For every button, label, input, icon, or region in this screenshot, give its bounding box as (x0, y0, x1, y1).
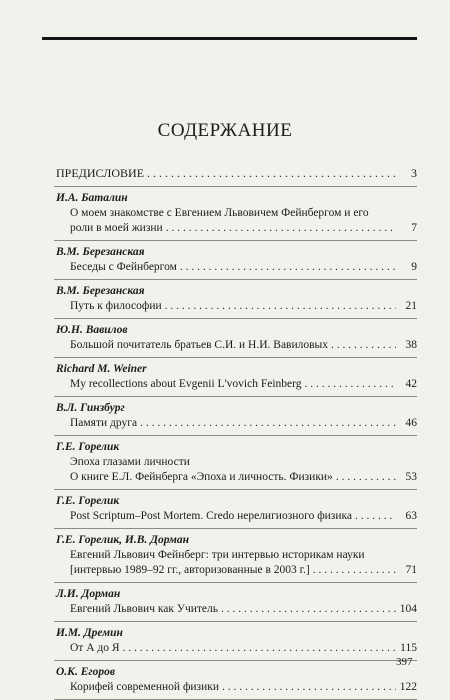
toc-line (54, 680, 417, 695)
toc-entry (54, 583, 417, 622)
toc-entry (54, 280, 417, 319)
toc-entry (54, 319, 417, 358)
toc-title: Большой почитатель братьев С.И. и Н.И. Вавиловых (70, 339, 329, 351)
dot-leader (147, 164, 396, 182)
toc-author: И.М. Дремин (56, 627, 123, 639)
top-rule (42, 37, 417, 40)
toc-entry (54, 490, 417, 529)
toc-title: My recollections about Evgenii L'vovich Feinberg (70, 378, 302, 390)
page-title: СОДЕРЖАНИЕ (157, 120, 293, 141)
toc-page-number: 42 (405, 378, 417, 390)
toc-entry (54, 622, 417, 661)
toc-title: Евгений Львович как Учитель (70, 603, 219, 615)
toc-page-number: 63 (405, 510, 417, 522)
toc-page-number: 3 (411, 166, 417, 180)
dot-leader (313, 563, 396, 578)
toc-line (54, 221, 417, 236)
toc-entry (54, 358, 417, 397)
toc-title: Памяти друга (70, 417, 138, 429)
toc-line (54, 509, 417, 524)
toc-author: Г.Е. Горелик (56, 495, 120, 507)
toc-line (54, 455, 417, 470)
toc-author: О.К. Егоров (56, 666, 116, 678)
toc-line (54, 260, 417, 275)
toc-line (54, 164, 417, 182)
toc-title: [интервью 1989–92 гг., авторизованные в 2003 г.] (70, 564, 310, 576)
dot-leader (123, 641, 396, 656)
dot-leader (336, 470, 396, 485)
toc-author: В.М. Березанская (56, 246, 145, 258)
toc-page-number: 9 (411, 261, 417, 273)
toc-line (54, 416, 417, 431)
toc-line (54, 377, 417, 392)
toc-title: Путь к философии (70, 300, 162, 312)
toc-author: Richard M. Weiner (56, 363, 147, 375)
dot-leader (222, 680, 396, 695)
toc-line (54, 338, 417, 353)
toc-entry (54, 661, 417, 700)
toc-author: В.Л. Гинзбург (56, 402, 125, 414)
toc-title: роли в моей жизни (70, 222, 163, 234)
toc-title: О моем знакомстве с Евгением Львовичем Фейнбергом и его (70, 207, 369, 219)
toc-author: Г.Е. Горелик (56, 441, 120, 453)
toc-title: Беседы с Фейнбергом (70, 261, 177, 273)
toc-entry (54, 164, 417, 187)
toc-entry (54, 529, 417, 583)
dot-leader (305, 377, 397, 392)
toc-page-number: 104 (399, 603, 417, 615)
dot-leader (355, 509, 396, 524)
dot-leader (180, 260, 396, 275)
toc-entry (54, 436, 417, 490)
toc-title: Post Scriptum–Post Mortem. Credo нерелигиозного физика (70, 510, 353, 522)
dot-leader (140, 416, 396, 431)
toc-entry (54, 397, 417, 436)
toc-title: От А до Я (70, 642, 120, 654)
toc-page-number: 46 (405, 417, 417, 429)
toc-line (54, 641, 417, 656)
toc-line (54, 299, 417, 314)
page-number: 397 (396, 656, 413, 668)
toc-title: ПРЕДИСЛОВИЕ (56, 166, 145, 180)
dot-leader (221, 602, 396, 617)
toc-title: Эпоха глазами личности (70, 456, 190, 468)
dot-leader (166, 221, 396, 236)
toc-page-number: 53 (405, 471, 417, 483)
toc-line (54, 470, 417, 485)
toc-author: Л.И. Дорман (56, 588, 121, 600)
toc-page-number: 71 (405, 564, 417, 576)
dot-leader (331, 338, 396, 353)
dot-leader (165, 299, 396, 314)
toc-page-number: 21 (405, 300, 417, 312)
toc-title: Корифей современной физики (70, 681, 219, 693)
toc-page-number: 122 (399, 681, 417, 693)
toc-author: Ю.Н. Вавилов (56, 324, 128, 336)
toc-page-number: 115 (400, 642, 417, 654)
toc-page-number: 7 (411, 222, 417, 234)
toc-line (54, 602, 417, 617)
toc-line (54, 563, 417, 578)
toc-entry (54, 241, 417, 280)
table-of-contents (54, 164, 417, 700)
toc-title: О книге Е.Л. Фейнберга «Эпоха и личность. Физики» (70, 471, 333, 483)
toc-line (54, 548, 417, 563)
toc-author: Г.Е. Горелик, И.В. Дорман (56, 534, 189, 546)
toc-line (54, 206, 417, 221)
toc-entry (54, 187, 417, 241)
toc-author: В.М. Березанская (56, 285, 145, 297)
toc-author: И.А. Баталин (56, 192, 128, 204)
toc-title: Евгений Львович Фейнберг: три интервью историкам науки (70, 549, 365, 561)
toc-page-number: 38 (405, 339, 417, 351)
